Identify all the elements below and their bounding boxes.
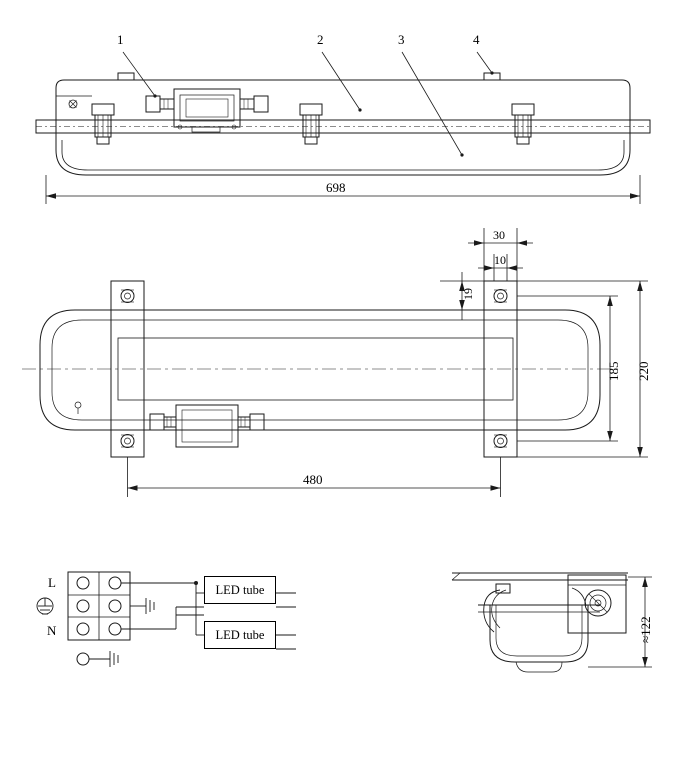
terminal-hole-7: [77, 653, 89, 665]
dimension-label-10: 10: [494, 253, 506, 267]
plan-screw-detail: [75, 402, 81, 414]
dimension-label-185: 185: [606, 361, 621, 381]
dimension-label-122: ≈122: [638, 616, 653, 643]
earth-mark-1: [130, 598, 154, 614]
terminal-label-L: L: [48, 575, 56, 590]
terminal-hole-3: [77, 600, 89, 612]
callout-label-1: 1: [117, 32, 124, 47]
terminal-hole-4: [109, 600, 121, 612]
led-tube-1: LED tube: [204, 576, 276, 604]
plan-body-inner: [52, 320, 588, 420]
mounting-tab-left: [118, 73, 134, 80]
dimension-label-30: 30: [493, 228, 505, 242]
terminal-hole-5: [77, 623, 89, 635]
callout-label-3: 3: [398, 32, 405, 47]
dimension-label-19: 19: [461, 288, 475, 300]
dimension-label-220: 220: [636, 361, 651, 381]
terminal-hole-2: [109, 577, 121, 589]
junction-box-front: [146, 89, 268, 132]
earth-mark-2: [89, 651, 118, 667]
side-housing-box: [568, 575, 626, 633]
plan-view: [22, 228, 651, 497]
side-section-view: [452, 573, 652, 672]
terminal-hole-1: [77, 577, 89, 589]
dimension-label-480: 480: [303, 472, 323, 487]
callout-label-2: 2: [317, 32, 324, 47]
callout-label-4: 4: [473, 32, 480, 47]
cable-gland-right: [512, 104, 534, 144]
cable-gland-middle: [300, 104, 322, 144]
plan-body-outline: [40, 310, 600, 430]
led-tube-2: LED tube: [204, 621, 276, 649]
earth-ground-icon-left: [37, 598, 53, 614]
terminal-hole-6: [109, 623, 121, 635]
cable-gland-left: [92, 104, 114, 144]
diffuser-edge-line: [62, 140, 624, 170]
junction-box-plan: [150, 405, 264, 447]
terminal-label-N: N: [47, 623, 57, 638]
lamp-body-outline: [56, 80, 630, 175]
dimension-label-698: 698: [326, 180, 346, 195]
